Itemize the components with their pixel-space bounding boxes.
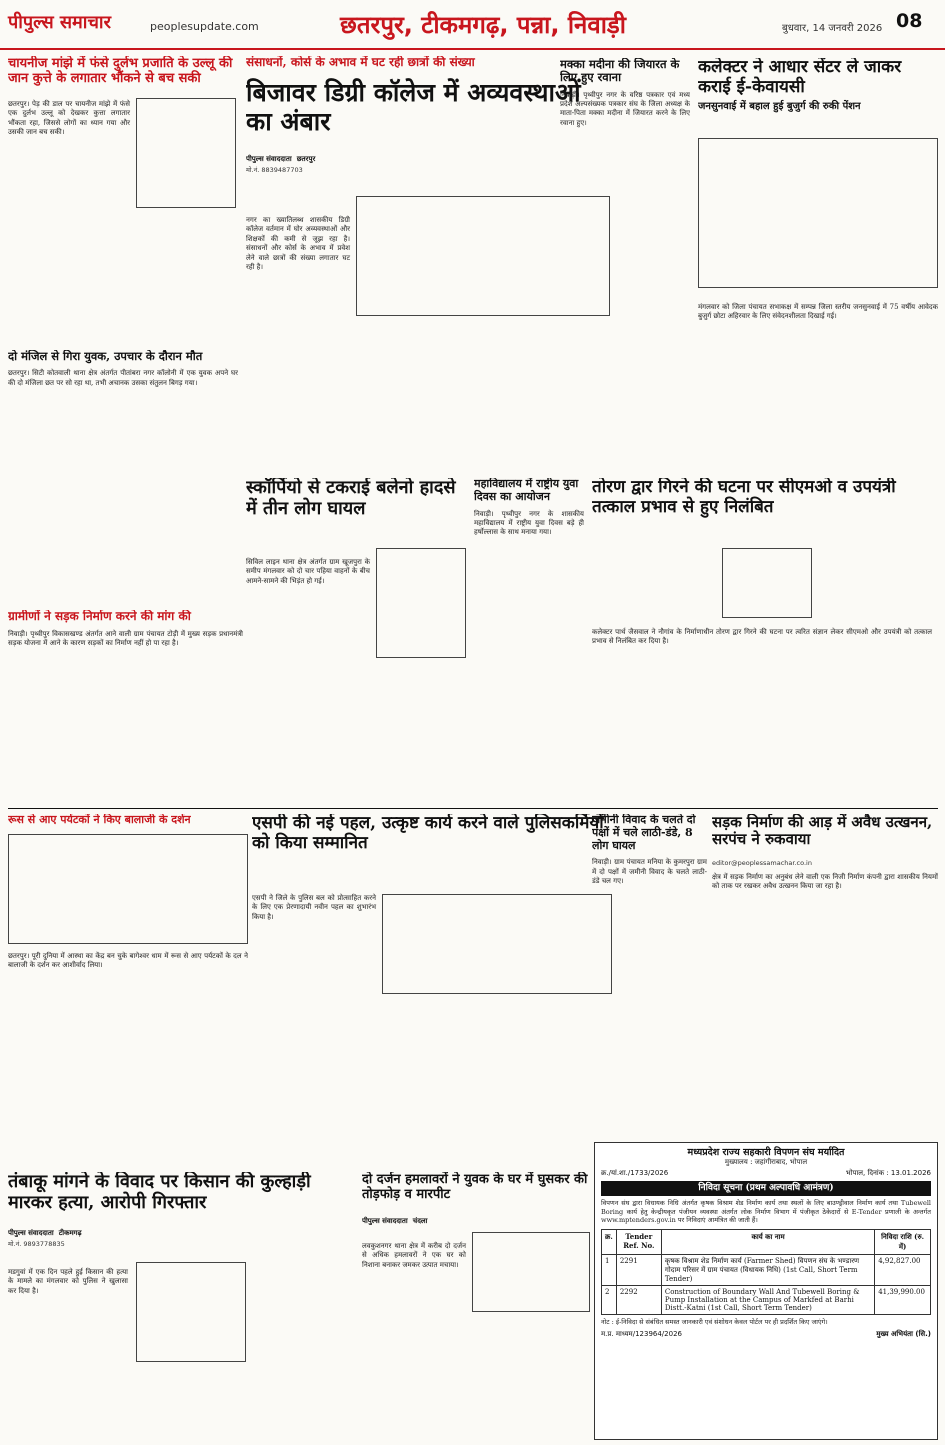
headline: एसपी की नई पहल, उत्कृष्ट कार्य करने वाले पुलिसकर्मियों को किया सम्मानित (252, 814, 604, 853)
tender-table (601, 1229, 931, 1315)
article-owl (8, 56, 238, 346)
car-photo (472, 1232, 590, 1312)
mobile-number: मो.नं. 8839487703 (246, 165, 303, 174)
byline-block (246, 146, 610, 174)
intro: विपणन संघ द्वारा विधायक निधि अंतर्गत कृषक विश्राम शेड निर्माण कार्य तथा स्थलों के लिए बाउण्ड्रीवाल निर्माण कार्य तथा Tubewell Boring कार्य हेतु केन्द्रीयकृत पंजीयन व्यवस्था अंतर्गत लोक निर्माण विभाग में पंजीकृत ठेकेदारों से E-Tender प्रणाली के अन्तर्गत www.mptenders.gov.in पर निविदाएं आमंत्रित की जाती हैं। (601, 1198, 931, 1225)
ref-no: क्र./यां.शा./1733/2026 (601, 1169, 669, 1178)
rmo: म.प्र. माध्यम/123964/2026 (601, 1329, 682, 1338)
accused-photo (136, 1262, 246, 1362)
article-land-dispute (592, 814, 707, 1169)
col-cost: निविदा राशि (रु. में) (875, 1229, 931, 1254)
table-row (602, 1285, 931, 1314)
article-body: निवाड़ी। पृथ्वीपुर नगर के वरिष्ठ पत्रकार एवं मध्य प्रदेश अल्पसंख्यक पत्रकार संघ के जिला अध्यक्ष के माता-पिता मक्का मदीना में जियारत करने के लिए रवाना हुए। (560, 90, 690, 127)
headline: स्कॉर्पियो से टकराई बलेनो हादसे में तीन लोग घायल (246, 478, 456, 519)
org-name: मध्यप्रदेश राज्य सहकारी विपणन संघ मर्यादित (687, 1147, 845, 1158)
ref-line (601, 1169, 931, 1178)
byline: पीपुल्स संवाददाता (362, 1217, 408, 1226)
byline: पीपुल्स संवाददाता (8, 1228, 54, 1237)
cell-ref: 2292 (616, 1285, 661, 1314)
tender-table-wrap (595, 1229, 937, 1339)
accident-photo (376, 548, 466, 658)
headline: महाविद्यालय में राष्ट्रीय युवा दिवस का आयोजन (474, 478, 579, 503)
byline-block (362, 1208, 590, 1227)
place-date: भोपाल, दिनांक : 13.01.2026 (845, 1169, 931, 1178)
byline-place: छतरपुर (296, 154, 316, 163)
byline: पीपुल्स संवाददाता (246, 154, 292, 163)
website-label[interactable]: peoplesupdate.com (150, 20, 259, 33)
headline: दो दर्जन हमलावरों ने युवक के घर में घुसकर की तोड़फोड़ व मारपीट (362, 1172, 588, 1203)
article-fall (8, 350, 238, 600)
article-road-demand (8, 610, 243, 810)
article-body: मंगलवार को जिला पंचायत सभाकक्ष में सम्पन्न जिला स्तरीय जनसुनवाई में 75 वर्षीय आवेदक बुजुर्ग छोटा अहिरवार के लिए संवेदनशीलता दिखाई गई। (698, 303, 938, 321)
headline: कलेक्टर ने आधार सेंटर ले जाकर कराई ई-केवायसी (698, 58, 902, 97)
cell-work: Construction of Boundary Wall And Tubewell Boring & Pump Installation at the Campus of Markfed at Barhi Distt.-Katni (1st Call, Short Term Tender) (661, 1285, 874, 1314)
tender-footer (601, 1330, 931, 1339)
official-photo (722, 548, 812, 618)
byline-block (8, 1220, 353, 1248)
mobile-number: मो.नं. 9893778835 (8, 1239, 65, 1248)
tender-notice (594, 1142, 938, 1440)
article-suspension (592, 478, 938, 808)
article-body: सिविल लाइन थाना क्षेत्र अंतर्गत ग्राम खूजपुरा के समीप मंगलवार को दो चार पहिया वाहनों के बीच आमने-सामने की भिड़ंत हो गई। (246, 558, 370, 585)
notice-title: निविदा सूचना (प्रथम अल्पावधि आमंत्रण) (601, 1181, 931, 1195)
cell-work: कृषक विश्राम शेड निर्माण कार्य (Farmer Shed) विपणन संघ के भण्डारण गोदाम परिसर में ग्राम पंचायत (विधायक निधि) (1st Call, Short Term Tender) (661, 1254, 874, 1285)
tender-header (595, 1143, 937, 1229)
article-college (246, 56, 610, 476)
headline: जमीनी विवाद के चलते दो पक्षों में चले लाठी-डंडे, 8 लोग घायल (592, 814, 696, 852)
police-photo (382, 894, 612, 994)
headline: तोरण द्वार गिरने की घटना पर सीएमओ व उपयंत्री तत्काल प्रभाव से हुए निलंबित (592, 478, 896, 517)
article-collector (698, 58, 938, 473)
article-balaji (8, 814, 248, 1169)
headline: मक्का मदीना की जियारत के लिए हुए रवाना (560, 58, 680, 85)
headline: दो मंजिल से गिरा युवक, उपचार के दौरान मौत (8, 350, 203, 363)
edition-date: बुधवार, 14 जनवरी 2026 (782, 23, 883, 34)
article-body: निवाड़ी। पृथ्वीपुर नगर के शासकीय महाविद्यालय में राष्ट्रीय युवा दिवस बड़े ही हर्षोल्लास के साथ मनाया गया। (474, 509, 584, 537)
page-number: 08 (896, 10, 923, 32)
col-sno: क्र. (602, 1229, 617, 1254)
article-attack (362, 1172, 590, 1440)
hq: मुख्यालय : जहांगीराबाद, भोपाल (724, 1158, 808, 1167)
article-body: छतरपुर। पूरी दुनिया में आस्था का केंद्र बन चुके बागेश्वर धाम में रूस से आए पर्यटकों के दल ने बालाजी के दर्शन कर आशीर्वाद लिया। (8, 952, 248, 970)
article-sp-honor (252, 814, 612, 1169)
cell-cost: 41,39,990.00 (875, 1285, 931, 1314)
signatory: मुख्य अभियंता (सि.) (876, 1329, 931, 1338)
note: नोट : ई-निविदा से संबंधित समस्त जानकारी एवं संशोधन केवल पोर्टल पर ही प्रदर्शित किए जाएंगे। (601, 1317, 828, 1326)
divider (8, 808, 938, 809)
headline: चायनीज मांझे में फंसे दुर्लभ प्रजाति के उल्लू की जान कुत्ते के लगातार भौंकने से बच सकी (8, 56, 233, 87)
article-body: छतरपुर। पेड़ की डाल पर चायनीज मांझे में फंसे एक दुर्लभ उल्लू को देखकर कुत्ता लगातार भौंकता रहा, जिससे लोगों का ध्यान गया और उसकी जान बच सकी। (8, 100, 130, 137)
article-murder (8, 1172, 353, 1440)
cell-sno: 2 (602, 1285, 617, 1314)
article-body: मडगुवां में एक दिन पहले हुई किसान की हत्या के मामले का मंगलवार को पुलिस ने खुलासा कर दिया है। (8, 1268, 128, 1295)
email[interactable]: editor@peoplessamachar.co.in (712, 858, 812, 867)
article-body: क्षेत्र में सड़क निर्माण का अनुबंध लेने वाली एक निजी निर्माण कंपनी द्वारा शासकीय नियमों को ताक पर रखकर अवैध उत्खनन किया जा रहा है। (712, 872, 938, 891)
cell-sno: 1 (602, 1254, 617, 1285)
tourists-photo (8, 834, 248, 944)
article-body: छतरपुर। सिटी कोतवाली थाना क्षेत्र अंतर्गत पीतांबरा नगर कॉलोनी में एक युवक अपने घर की दो मंजिला छत पर सो रहा था, तभी अचानक उसका संतुलन बिगड़ गया। (8, 369, 238, 387)
cell-cost: 4,92,827.00 (875, 1254, 931, 1285)
article-youth-day (474, 478, 584, 808)
collector-photo (698, 138, 938, 288)
article-body: कलेक्टर पार्थ जैसवाल ने नौगांव के निर्माणाधीन तोरण द्वार गिरने की घटना पर त्वरित संज्ञान लेकर सीएमओ और उपयंत्री को तत्काल प्रभाव से निलंबित कर दिया है। (592, 628, 932, 646)
article-mining (712, 814, 938, 1139)
table-row (602, 1254, 931, 1285)
section-title: छतरपुर, टीकमगढ़, पन्ना, निवाड़ी (340, 11, 626, 39)
article-body: नगर का ख्यातिलब्ध शासकीय डिग्री कॉलेज वर्तमान में घोर अव्यवस्थाओं और शिक्षकों की कमी से जूझ रहा है। संसाधनों और कोर्स के अभाव में प्रवेश लेने वाले छात्रों की संख्या लगातार घट रही है। (246, 216, 350, 271)
headline: तंबाकू मांगने के विवाद पर किसान की कुल्हाड़ी मारकर हत्या, आरोपी गिरफ्तार (8, 1172, 311, 1213)
headline: बिजावर डिग्री कॉलेज में अव्यवस्थाओं का अंबार (246, 77, 581, 136)
headline: सड़क निर्माण की आड़ में अवैध उत्खनन, सरपंच ने रुकवाया (712, 814, 933, 849)
article-accident (246, 478, 466, 808)
article-body: एसपी ने जिले के पुलिस बल को प्रोत्साहित करने के लिए एक प्रेरणादायी नवीन पहल का शुभारंभ किया है। (252, 894, 376, 921)
byline-place: चंदला (412, 1217, 428, 1226)
cell-ref: 2291 (616, 1254, 661, 1285)
kicker: संसाधनों, कोर्स के अभाव में घट रही छात्रों की संख्या (246, 56, 475, 69)
article-makka (560, 58, 690, 458)
article-body: लवकुशनगर थाना क्षेत्र में करीब दो दर्जन से अधिक हमलावरों ने एक घर को निशाना बनाकर जमकर उत्पात मचाया। (362, 1242, 466, 1269)
headline: रूस से आए पर्यटकों ने किए बालाजी के दर्शन (8, 814, 191, 826)
col-ref: Tender Ref. No. (616, 1229, 661, 1254)
article-body: निवाड़ी। पृथ्वीपुर विकासखण्ड अंतर्गत आने वाली ग्राम पंचायत टोड़ी में मुख्य सड़क प्रधानमंत्री सड़क योजना में आने के कारण सड़कों का निर्माण नहीं हो पा रहा है। (8, 629, 243, 648)
byline-place: टीकमगढ़ (58, 1228, 82, 1237)
headline: ग्रामीणों ने सड़क निर्माण करने की मांग की (8, 610, 191, 623)
article-body: निवाड़ी। ग्राम पंचायत मनिया के कुमरपुरा ग्राम में दो पक्षों में जमीनी विवाद के चलते लाठी-डंडे चल गए। (592, 858, 707, 885)
owl-photo (136, 98, 236, 208)
masthead (0, 0, 945, 50)
col-work: कार्य का नाम (661, 1229, 874, 1254)
newspaper-logo: पीपुल्स समाचार (8, 12, 111, 33)
subheadline: जनसुनवाई में बहाल हुई बुजुर्ग की रुकी पेंशन (698, 101, 861, 113)
